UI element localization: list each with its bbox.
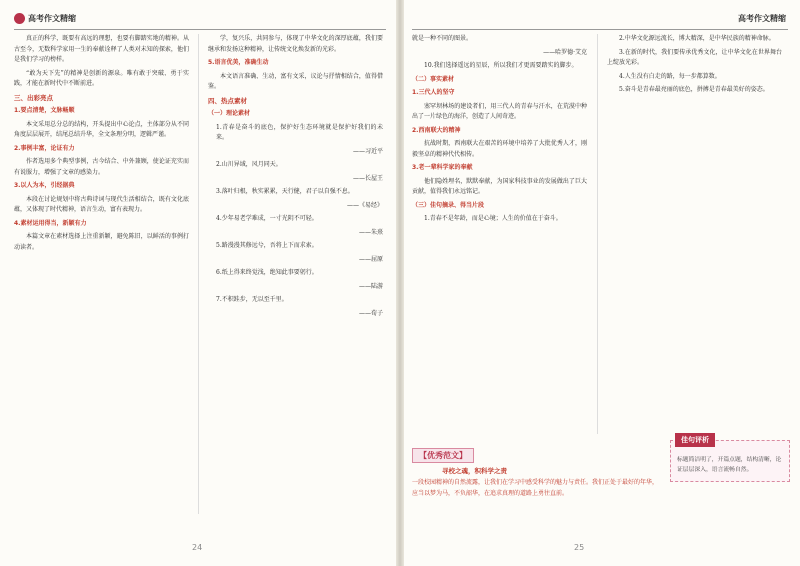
paragraph: 塞罕坝林场的建设者们，用三代人的青春与汗水，在荒漠中种出了一片绿色的海洋，创造了人间奇迹。 [412, 102, 587, 120]
comment-text: 标题简洁明了，开篇点题，结构清晰，论证层层深入，语言流畅自然。 [677, 457, 782, 473]
paragraph: 真正的科学，既要有高远的理想，也要有脚踏实地的精神。从古至今，无数科学家用一生的奉献诠释了人类对未知的探索，他们是我们学习的榜样。 [14, 35, 189, 63]
left-page-number: 24 [192, 543, 203, 552]
paragraph: 本篇文章在素材选择上注重新颖，避免陈旧，以鲜活的事例打动读者。 [14, 233, 189, 251]
column-divider [597, 34, 598, 434]
right-column-1 [412, 34, 587, 228]
quote-source: ——陆游 [358, 282, 383, 290]
subsection-title: 4.素材运用得当，新颖有力 [14, 219, 87, 227]
paragraph: 2.中华文化源远流长，博大精深，是中华民族的精神命脉。 [619, 35, 775, 42]
quote-text: 6.纸上得来终觉浅，绝知此事要躬行。 [216, 269, 318, 276]
essay-title: 寻校之魂，积科学之责 [442, 467, 507, 475]
paragraph: 1.青春不是年龄，而是心境；人生的价值在于奋斗。 [424, 215, 562, 222]
subsection-title: （二）事实素材 [412, 75, 455, 83]
quote-text: 7.不积跬步，无以至千里。 [216, 296, 288, 303]
quote-text: 5.路漫漫其修远兮，吾将上下而求索。 [216, 242, 318, 249]
quote-text: 4.少年易老学难成，一寸光阴不可轻。 [216, 215, 318, 222]
left-column-1 [14, 34, 189, 256]
excellent-essay-label: 【优秀范文】 [412, 448, 474, 463]
quote-text: 3.落叶归根，秋实累累，天行健，君子以自强不息。 [216, 188, 354, 195]
paragraph: 3.在新的时代，我们要传承优秀文化，让中华文化在世界舞台上绽放光彩。 [607, 48, 782, 66]
quote-text: 2.山川异域，风月同天。 [216, 161, 282, 168]
right-header-title: 高考作文精缩 [738, 13, 786, 23]
right-page-number: 25 [574, 543, 585, 552]
left-header [14, 10, 76, 26]
subsection-title: 3.老一辈科学家的奉献 [412, 164, 473, 171]
paragraph: 抗战时期，西南联大在艰苦的环境中培养了大批优秀人才，刚毅坚卓的精神代代相传。 [412, 140, 587, 158]
quote-source: ——荀子 [358, 309, 383, 317]
subsection-title: 5.语言优美，准确生动 [208, 59, 269, 66]
left-header-rule [14, 29, 386, 30]
column-divider [198, 34, 199, 514]
paragraph: 4.人生没有白走的路，每一步都算数。 [619, 72, 721, 80]
subsection-title: 3.以人为本，引经据典 [14, 182, 75, 189]
paragraph: 他们隐姓埋名，默默奉献，为国家科技事业的发展做出了巨大贡献，值得我们永远铭记。 [412, 177, 587, 195]
paragraph: 本文语言准确、生动，富有文采，议论与抒情相结合，值得借鉴。 [208, 72, 383, 90]
left-header-title: 高考作文精缩 [28, 13, 76, 23]
quote-text: 1.青春是奋斗的底色，保护好生态环境就是保护好我们的未来。 [216, 123, 383, 141]
subsection-title: 1.三代人的坚守 [412, 89, 455, 96]
right-header [738, 10, 786, 26]
quote-source: ——《易经》 [346, 201, 383, 209]
section-title: 四、热点素材 [208, 96, 247, 105]
left-page [0, 0, 398, 566]
paragraph: 作者选用多个典型事例，古今结合、中外兼顾，使论证充实而有说服力，增强了文章的感染力。 [14, 158, 189, 176]
paragraph: 本文采用总分总的结构，开头提出中心论点，主体部分从不同角度层层展开，结尾总结升华，全文条理分明，逻辑严谨。 [14, 120, 189, 138]
subsection-title: 2.事例丰富，论证有力 [14, 144, 75, 152]
quote-source: ——屈原 [358, 255, 383, 263]
essay-body [412, 478, 660, 499]
paragraph: 就是一种不同的图景。 [412, 35, 473, 42]
paragraph: 学，复兴乐，共同参与，体现了中华文化的深厚底蕴，我们要继承和发扬这种精神，让传统文化焕发新的光彩。 [208, 35, 383, 53]
quote-source: ——长屋王 [352, 174, 383, 182]
paragraph: 10.我们选择遥远的星辰，所以我们才更需要踏实的脚步。 [424, 62, 578, 69]
quote-source: ——朱熹 [358, 228, 383, 236]
right-header-rule [412, 29, 788, 30]
essay-text: 一段校园精神的自然流露，让我们在学习中感受科学的魅力与责任。我们正处于最好的年华，应当以梦为马，不负韶华，在追求真理的道路上勇往直前。 [412, 479, 659, 497]
comment-tag: 佳句评析 [675, 433, 715, 447]
subsection-title: （三）佳句摘录、得当片段 [412, 201, 485, 209]
right-column-2 [607, 34, 782, 99]
left-column-2 [208, 34, 383, 322]
quote-source: ——哈罗德·艾克 [543, 48, 587, 56]
subsection-title: （一）理论素材 [208, 110, 251, 117]
paragraph: “敢为天下先”的精神是创新的源泉。唯有敢于突破、勇于实践，才能在新时代中不断前进。 [14, 69, 189, 87]
comment-box [670, 436, 790, 482]
section-title: 三、出彩亮点 [14, 93, 53, 102]
subsection-title: 1.要点清楚，文脉畅顺 [14, 107, 75, 114]
paragraph: 5.奋斗是青春最亮丽的底色，拼搏是青春最美好的姿态。 [619, 86, 769, 93]
paragraph: 本段在讨论规划中将古典诗词与现代生活相结合，既有文化底蕴，又体现了时代精神，语言生动，富有表现力。 [14, 195, 189, 213]
logo-icon [14, 13, 25, 24]
quote-source: ——习近平 [352, 147, 383, 155]
right-page [402, 0, 800, 566]
subsection-title: 2.西南联大的精神 [412, 126, 461, 134]
